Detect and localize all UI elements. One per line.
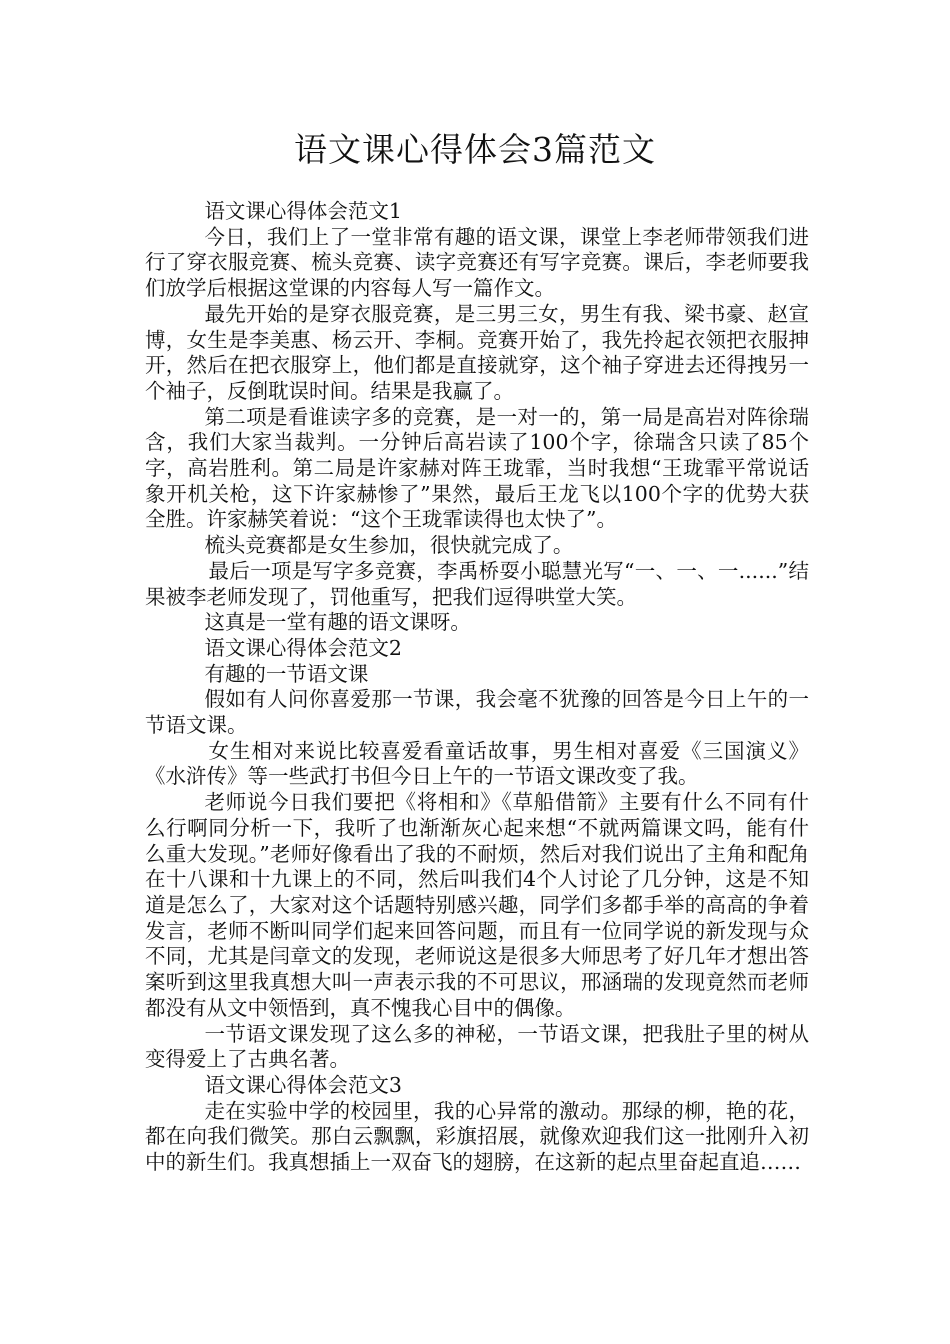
paragraph: 一节语文课发现了这么多的神秘，一节语文课，把我肚子里的树从变得爱上了古典名著。 bbox=[145, 1021, 809, 1072]
document-body bbox=[145, 199, 809, 1176]
paragraph: 走在实验中学的校园里，我的心异常的激动。那绿的柳，艳的花，都在向我们微笑。那白云飘飘，彩旗招展，就像欢迎我们这一批刚升入初中的新生们。我真想插上一双奋飞的翅膀，在这新的起点里奋起直追…… bbox=[145, 1098, 809, 1175]
paragraph: 假如有人问你喜爱那一节课，我会毫不犹豫的回答是今日上午的一节语文课。 bbox=[145, 687, 809, 738]
paragraph: 老师说今日我们要把《将相和》《草船借箭》主要有什么不同有什么行啊同分析一下，我听了也渐渐灰心起来想“不就两篇课文吗，能有什么重大发现。”老师好像看出了我的不耐烦，然后对我们说出了主角和配角在十八课和十九课上的不同，然后叫我们4个人讨论了几分钟，这是不知道是怎么了，大家对这个话题特别感兴趣，同学们多都手举的高高的争着发言，老师不断叫同学们起来回答问题，而且有一位同学说的新发现与众不同，尤其是闫章文的发现，老师说这是很多大师思考了好几年才想出答案听到这里我真想大叫一声表示我的不可思议，邢涵瑞的发现竟然而老师都没有从文中领悟到，真不愧我心目中的偶像。 bbox=[145, 790, 809, 1020]
section-heading-2: 语文课心得体会范文2 bbox=[204, 635, 402, 660]
essay-subtitle: 有趣的一节语文课 bbox=[204, 661, 369, 686]
document-title: 语文课心得体会3篇范文 bbox=[294, 130, 656, 169]
section-heading-3: 语文课心得体会范文3 bbox=[204, 1072, 402, 1097]
paragraph: 今日，我们上了一堂非常有趣的语文课，课堂上李老师带领我们进行了穿衣服竞赛、梳头竞赛、读字竞赛还有写字竞赛。课后，李老师要我们放学后根据这堂课的内容每人写一篇作文。 bbox=[145, 224, 809, 301]
paragraph: 女生相对来说比较喜爱看童话故事，男生相对喜爱《三国演义》《水浒传》等一些武打书但今日上午的一节语文课改变了我。 bbox=[145, 738, 809, 789]
paragraph: 梳头竞赛都是女生参加，很快就完成了。 bbox=[204, 533, 574, 558]
paragraph: 最先开始的是穿衣服竞赛，是三男三女，男生有我、梁书豪、赵宣博，女生是李美惠、杨云开、李桐。竞赛开始了，我先拎起衣领把衣服抻开，然后在把衣服穿上，他们都是直接就穿，这个袖子穿进去还得拽另一个袖子，反倒耽误时间。结果是我赢了。 bbox=[145, 301, 809, 403]
paragraph: 第二项是看谁读字多的竞赛，是一对一的，第一局是高岩对阵徐瑞含，我们大家当裁判。一分钟后高岩读了100个字，徐瑞含只读了85个字，高岩胜利。第二局是许家赫对阵王珑霏，当时我想“王珑霏平常说话象开机关枪，这下许家赫惨了”果然，最后王龙飞以100个字的优势大获全胜。许家赫笑着说：“这个王珑霏读得也太快了”。 bbox=[145, 404, 809, 532]
paragraph: 这真是一堂有趣的语文课呀。 bbox=[204, 610, 471, 635]
section-heading-1: 语文课心得体会范文1 bbox=[204, 199, 402, 223]
paragraph: 最后一项是写字多竞赛，李禹桥耍小聪慧光写“一、一、一......”结果被李老师发现了，罚他重写，把我们逗得哄堂大笑。 bbox=[145, 558, 809, 609]
